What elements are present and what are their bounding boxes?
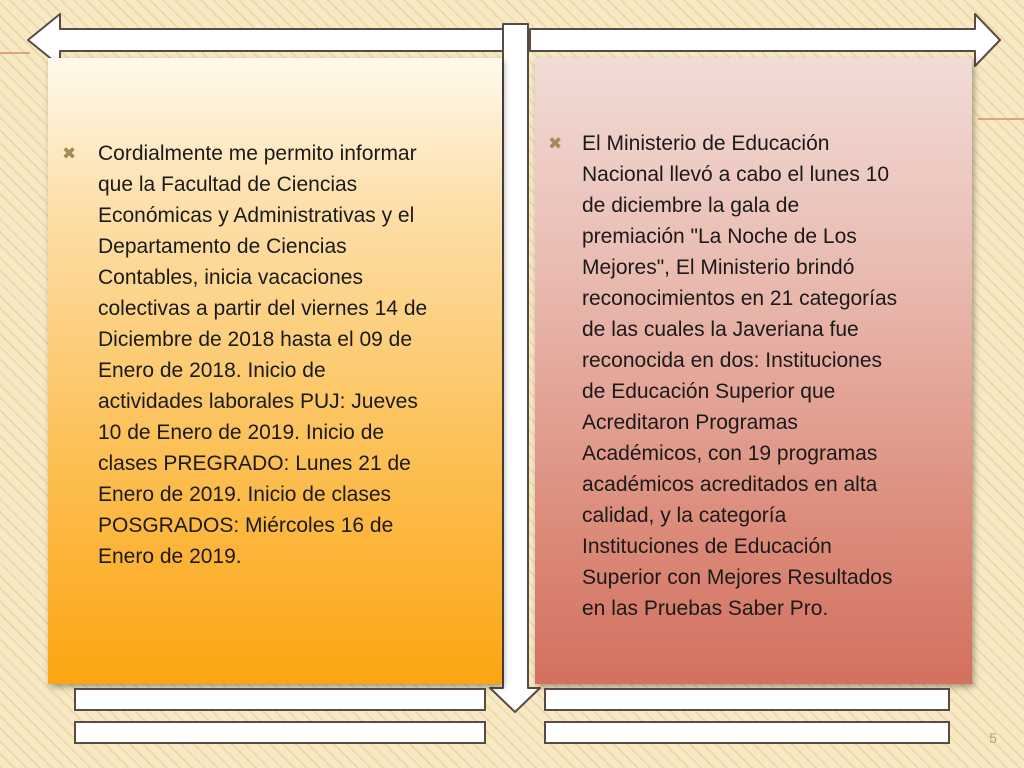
footer-bar-left-2 bbox=[74, 721, 486, 744]
right-bullet-item bbox=[548, 128, 960, 624]
left-bullet-item bbox=[62, 138, 492, 572]
x-bullet-icon: ✖ bbox=[548, 134, 563, 153]
right-panel-text: El Ministerio de Educación Nacional llevó a cabo el lunes 10 de diciembre la gala de premiación "La Noche de Los Mejores", El Ministerio brindó reconocimientos en 21 categorías de las cuales la Javeriana fue reconocida en dos: Instituciones de Educación Superior que Acreditaron Programas Académicos, con 19 programas académicos acreditados en alta calidad, y la categoría Instituciones de Educación Superior con Mejores Resultados en las Pruebas Saber Pro. bbox=[582, 132, 898, 620]
footer-bar-right-1 bbox=[544, 688, 950, 711]
x-bullet-icon: ✖ bbox=[62, 144, 77, 163]
left-panel-text: Cordialmente me permito informar que la Facultad de Ciencias Económicas y Administrativas y el Departamento de Ciencias Contables, inicia vacaciones colectivas a partir del viernes 14 de Diciembre de 2018 hasta el 09 de Enero de 2018. Inicio de actividades laborales PUJ: Jueves 10 de Enero de 2019. Inicio de clases PREGRADO: Lunes 21 de Enero de 2019. Inicio de clases POSGRADOS: Miércoles 16 de Enero de 2019. bbox=[98, 142, 428, 568]
footer-bar-left-1 bbox=[74, 688, 486, 711]
footer-bar-right-2 bbox=[544, 721, 950, 744]
page-number: 5 bbox=[989, 730, 997, 746]
